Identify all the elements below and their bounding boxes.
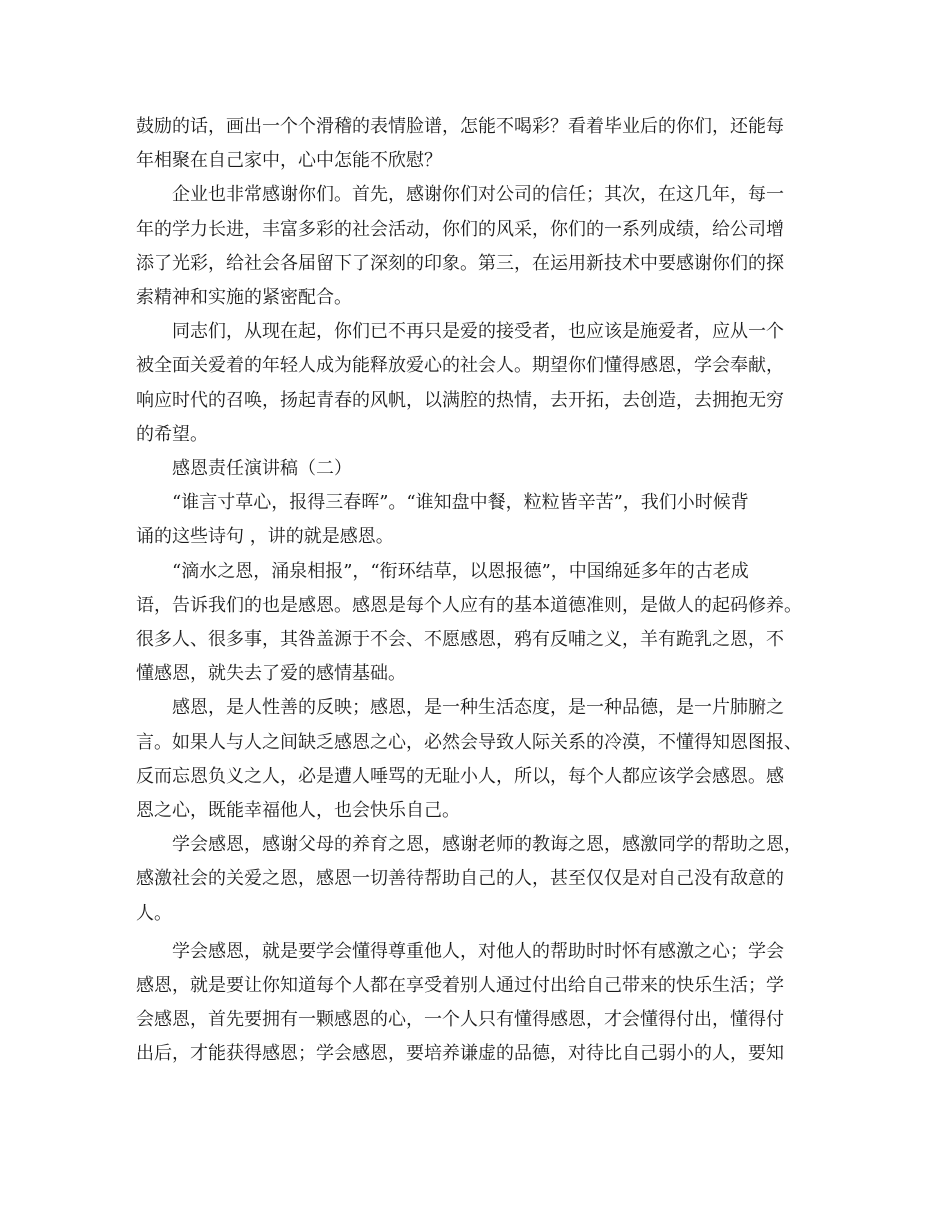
text-line: 添了光彩，给社会各届留下了深刻的印象。第三，在运用新技术中要感谢你们的探 — [136, 252, 784, 274]
text-line: 诵的这些诗句 ，讲的就是感恩。 — [136, 526, 394, 548]
text-line: 学会感恩，感谢父母的养育之恩，感谢老师的教诲之恩，感激同学的帮助之恩， — [172, 834, 802, 856]
heading-text: 感恩责任演讲稿（二） — [172, 458, 352, 480]
text-line: 被全面关爱着的年轻人成为能释放爱心的社会人。期望你们懂得感恩，学会奉献， — [136, 355, 784, 377]
text-line: 懂感恩，就失去了爱的感情基础。 — [136, 663, 406, 685]
text-line: 言。如果人与人之间缺乏感恩之心，必然会导致人际关系的冷漠，不懂得知恩图报、 — [136, 731, 802, 753]
text-line: 人。 — [136, 902, 172, 924]
paragraph-9 — [136, 935, 814, 1072]
text-line: 出后，才能获得感恩；学会感恩，要培养谦虚的品德，对待比自己弱小的人，要知 — [136, 1043, 784, 1065]
text-line: 会感恩，首先要拥有一颗感恩的心，一个人只有懂得感恩，才会懂得付出，懂得付 — [136, 1009, 784, 1031]
text-line: 感恩，就是要让你知道每个人都在享受着别人通过付出给自己带来的快乐生活；学 — [136, 975, 784, 997]
text-line: 感恩，是人性善的反映；感恩，是一种生活态度，是一种品德，是一片肺腑之 — [172, 697, 784, 719]
paragraph-3 — [136, 315, 814, 452]
text-line: 恩之心，既能幸福他人，也会快乐自己。 — [136, 800, 460, 822]
paragraph-1 — [136, 110, 814, 178]
paragraph-2 — [136, 178, 814, 315]
text-line: 鼓励的话，画出一个个滑稽的表情脸谱，怎能不喝彩？看着毕业后的你们，还能每 — [136, 116, 784, 137]
text-line: “谁言寸草心，报得三春晖”。“谁知盘中餐，粒粒皆辛苦”，我们小时候背 — [172, 492, 749, 514]
text-line: 反而忘恩负义之人，必是遭人唾骂的无耻小人，所以，每个人都应该学会感恩。感 — [136, 765, 784, 787]
text-line: 企业也非常感谢你们。首先，感谢你们对公司的信任；其次，在这几年，每一 — [172, 184, 784, 206]
text-line: 响应时代的召唤，扬起青春的风帆，以满腔的热情，去开拓，去创造，去拥抱无穷 — [136, 389, 784, 411]
paragraph-5 — [136, 486, 814, 554]
document-page — [136, 110, 814, 1072]
text-line: 学会感恩，就是要学会懂得尊重他人，对他人的帮助时时怀有感激之心；学会 — [172, 940, 784, 962]
text-line: “滴水之恩，涌泉相报”，“衔环结草，以恩报德”，中国绵延多年的古老成 — [172, 560, 749, 582]
paragraph-7 — [136, 691, 814, 828]
paragraph-6 — [136, 555, 814, 692]
text-line: 语，告诉我们的也是感恩。感恩是每个人应有的基本道德准则，是做人的起码修养。 — [136, 594, 802, 616]
text-line: 感激社会的关爱之恩，感恩一切善待帮助自己的人，甚至仅仅是对自己没有敌意的 — [136, 868, 784, 890]
text-line: 年的学力长进，丰富多彩的社会活动，你们的风采，你们的一系列成绩，给公司增 — [136, 218, 784, 240]
text-line: 索精神和实施的紧密配合。 — [136, 287, 352, 309]
paragraph-8 — [136, 828, 814, 931]
text-line: 年相聚在自己家中，心中怎能不欣慰？ — [136, 150, 442, 172]
text-line: 很多人、很多事，其咎盖源于不会、不愿感恩，鸦有反哺之义，羊有跪乳之恩，不 — [136, 629, 784, 651]
section-heading — [136, 452, 814, 486]
text-line: 的希望。 — [136, 423, 208, 445]
text-line: 同志们，从现在起，你们已不再只是爱的接受者，也应该是施爱者，应从一个 — [172, 321, 784, 343]
